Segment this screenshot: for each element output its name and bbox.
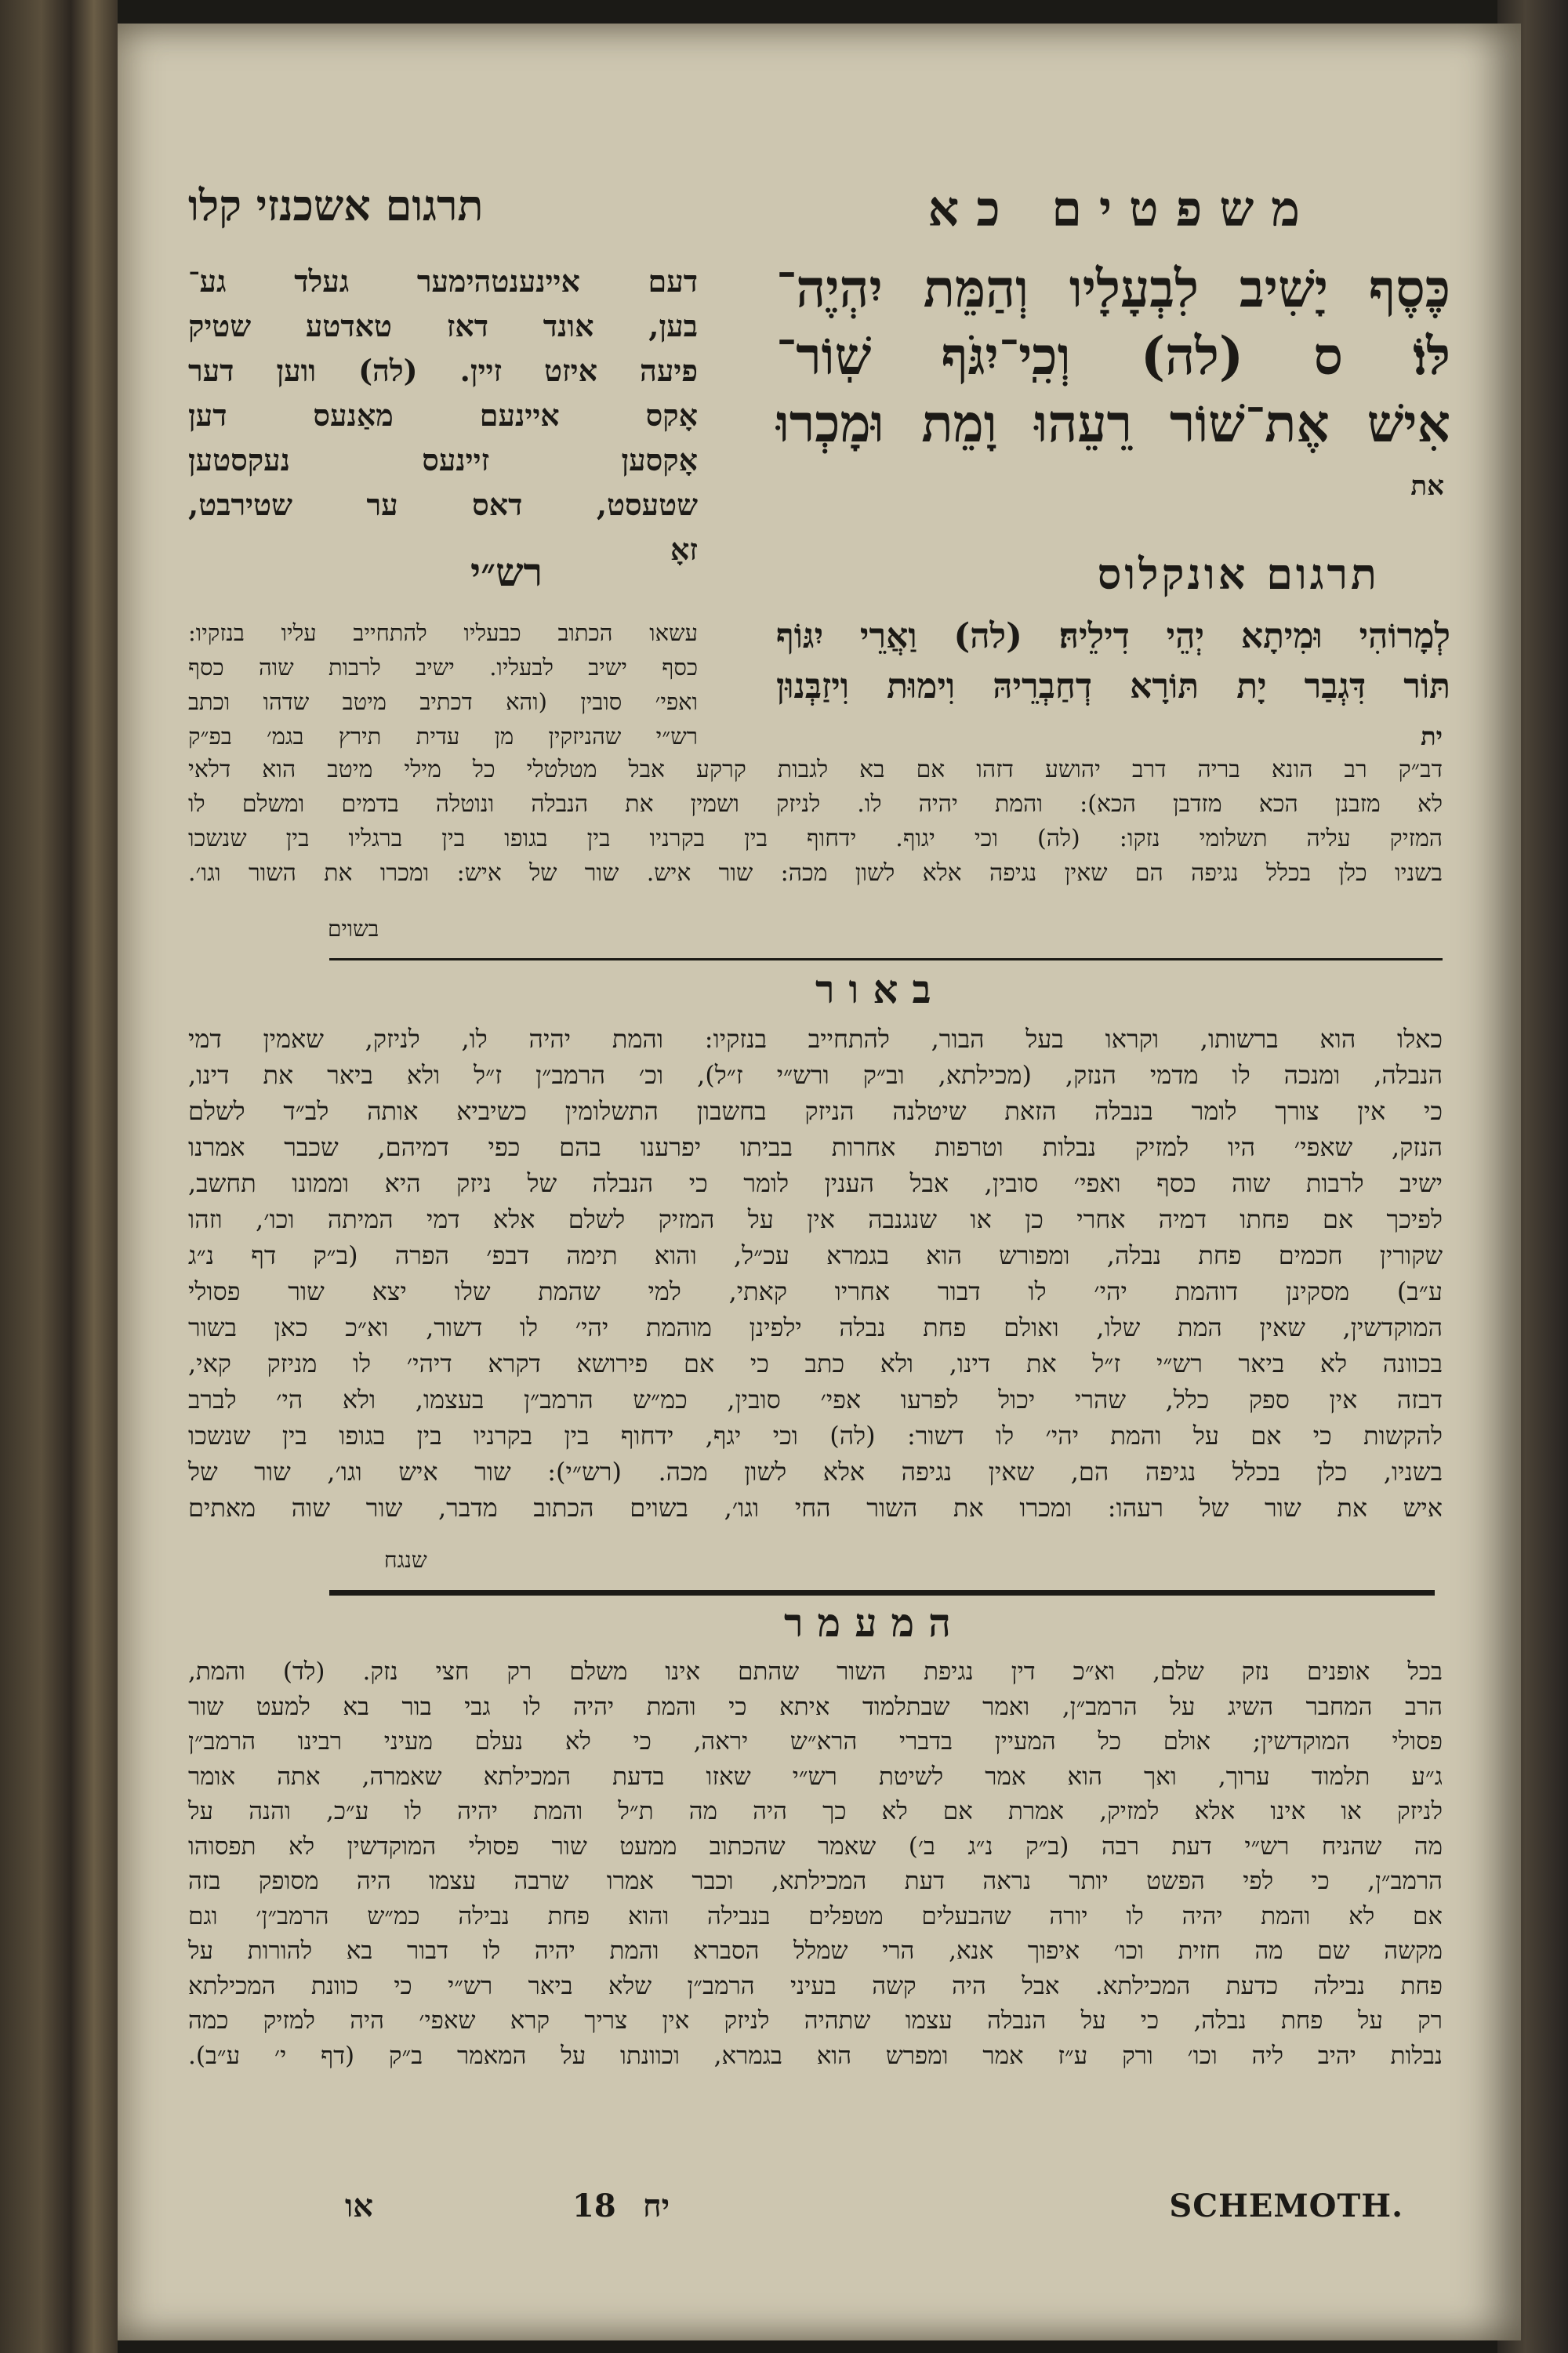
beur-line: ע״ב) מסקינן דוהמת יהי׳ לו דבור אחריו קאתי, למי שהמת שלו יצא שור פסולי [188, 1276, 1443, 1306]
rashi-heading: רש״י [470, 549, 543, 595]
beur-line: המוקדשין, שאין המת שלו, ואולם פחת נבלה ילפינן מוהמת יהי׳ לו דשור, וא״כ כאן בשור [188, 1313, 1443, 1342]
maamar-line: נבלות יהיב ליה וכו׳ ורק ע״ז אמר ומפרש הוא בגמרא, וכוונתו על המאמר ב״ק (דף י׳ ע״ב). [188, 2041, 1443, 2070]
targum-ashkenazi-heading: תרגום אשכנזי קלו [188, 180, 484, 231]
yiddish-translation [188, 259, 698, 572]
yiddish-line: אָקסען זיינעס נעקסטען [188, 442, 698, 477]
beur-line: לפיכך אם פחתו דמיה אחרי כן או שנגנבה אין על המזיק לשלם אלא דמי המיתה וכו׳, וזהו [188, 1204, 1443, 1234]
maamar-line: ג״ע תלמוד ערוך, ואך הוא אמר לשיטת רש״י שאזו בדעת המכילתא שאמרה, אתה אומר [188, 1762, 1443, 1791]
page-number: 18 [572, 2188, 616, 2224]
maamar-line: פחת נבילה כדעת המכילתא. אבל היה קשה בעיני הרמב״ן שלא ביאר רש״י כי כוונת המכילתא [188, 1971, 1443, 2000]
yiddish-line: שטעסט, דאס ער שטירבט, [188, 487, 698, 522]
maamar-line: הרמב״ן, כי לפי הפשט יותר נראה דעת המכילתא, וכבר אמרו שרבה עצמו היה מסופק בזה [188, 1867, 1443, 1895]
rashi-full-width [188, 753, 1443, 891]
beur-line: הנזק, שאפי׳ היו למזיק נבלות וטרפות אחרות בביתו יפרענו בהם כפי דמיהם, שכבר אמרנו [188, 1132, 1443, 1162]
verse-catchword: את [1410, 470, 1444, 502]
rashi-line: כסף ישיב לבעליו. ישיב לרבות שוה כסף [188, 654, 698, 681]
yiddish-line: בען, אונד דאז טאדטע שטיק [188, 308, 698, 343]
divider-rule [329, 958, 1443, 960]
maamar-heading: המעמר [784, 1600, 965, 1646]
divider-rule-thick [329, 1590, 1435, 1596]
rashi-line: ואפי׳ סובין (והא דכתיב מיטב שדהו וכתב [188, 688, 698, 715]
rashi-line: עשאו הכתוב כבעליו להתחייב עליו בנזקיו: [188, 619, 698, 646]
beur-catchword: שנגח [384, 1547, 427, 1573]
maamar-line: מה שהניח רש״י דעת רבה (ב״ק נ״ג ב׳) שאמר שהכתוב ממעט שור פסולי המוקדשין לא תפסוהו [188, 1832, 1443, 1861]
rashi-column [188, 615, 698, 753]
yiddish-line: פיעה איזט זיין. (לה) ווען דער [188, 353, 698, 388]
maamar-line: בכל אופנים נזק שלם, וא״כ דין נגיפת השור שהתם אינו משלם רק חצי נזק. (לד) והמת, [188, 1658, 1443, 1686]
book-left-edge [0, 0, 118, 2353]
maamar-line: פסולי המוקדשין; אולם כל המעיין בדברי הרא״ש יראה, כי לא נעלם מעיני רבינו הרמב״ן [188, 1727, 1443, 1756]
beur-line: שקורין חכמים פחת נבלה, ומפורש הוא בגמרא עכ״ל, והוא תימה דבפ׳ הפרה (ב״ק דף נ״ג [188, 1240, 1443, 1270]
verse-line: לּוֹ׃ ס (לה) וְכִֽי־יִגֹּף שֽׁוֹר־ [776, 325, 1450, 387]
running-header [188, 180, 1317, 251]
beur-line: להקשות כי אם על והמת יהי׳ לו דשור: (לה) וכי יגף, ידחוף בין בקרניו בין בגופו בין שנשכו [188, 1421, 1443, 1451]
beur-line: דבזה אין ספק כלל, שהרי יכול לפרעו אפי׳ סובין, כמ״ש הרמב״ן בעצמו, ולא הי׳ לברב [188, 1385, 1443, 1414]
maamar-line: הרב המחבר השיג על הרמב״ן, ואמר שבתלמוד איתא כי והמת יהיה לו גבי בור בא למעט שור [188, 1692, 1443, 1721]
hebrew-page-numeral: יח [643, 2188, 670, 2224]
parsha-heading: משפטים כא [927, 180, 1317, 238]
rashi-catchword: בשוים [328, 916, 379, 942]
onkelos-line: לְמָרוֹהִי וּמִיתָא יְהֵי דִילֵיהּ׃ (לה) וַאֲרֵי יִגּוֹף [776, 616, 1450, 656]
yiddish-line: דעם איינענטהימער געלד גע־ [188, 263, 698, 299]
beur-commentary [188, 1021, 1443, 1526]
rashi-line: המזיק עליה תשלומי נזקו: (לה) וכי יגוף. ידחוף בין בקרניו בין בגופו בין ברגליו בין שנשכו [188, 825, 1443, 852]
onkelos-heading: תרגום אונקלוס [1097, 549, 1380, 599]
beur-line: בשניו, כלן בכלל נגיפה הם, שאין נגיפה אלא לשון מכה. (רש״י): שור איש וגו׳, שור של [188, 1457, 1443, 1487]
beur-heading: באור [815, 966, 946, 1012]
beur-line: כאלו הוא ברשותו, וקראו בעל הבור, להתחייב בנזקיו: והמת יהיה לו, לניזק, שאמין דמי [188, 1024, 1443, 1054]
onkelos-text [776, 612, 1450, 712]
maamar-line: לניזק או אינו אלא למזיק, אמרת אם לא כך היה מה ת״ל והמת יהיה לו ע״כ, והנה על [188, 1797, 1443, 1825]
rashi-line: דב״ק רב הונא בריה דרב יהושע דזהו אם בא לגבות קרקע אבל מטלטלי כל מילי מיטב הוא דלאי [188, 756, 1443, 783]
torah-verse [776, 255, 1450, 457]
rashi-line: בשניו כלן בכלל נגיפה הם שאין נגיפה אלא לשון מכה: שור איש. שור של איש: ומכרו את השור וגו׳. [188, 859, 1443, 887]
beur-line: בכוונה לא ביאר רש״י ז״ל את דינו, ולא כתב כי אם פירושא דקרא דיהי׳ לו מניזק קאי, [188, 1349, 1443, 1378]
maamar-line: מקשה שם מה חזית וכו׳ איפוך אנא, הרי שמלל הסברא והמת יהיה לו דבור בא להורות על [188, 1937, 1443, 1965]
verse-line: אִישׁ אֶת־שׁוֹר רֵעֵהוּ וָמֵת וּמָכְרוּ [776, 393, 1450, 454]
maamar-line: רק על פחת נבלה, כי על הנבלה עצמו שתהיה לניזק אין צריך קרא שאפי׳ היה למזיק כמה [188, 2006, 1443, 2035]
yiddish-line: אָקס איינעם מאַנעס דען [188, 398, 698, 433]
maamar-line: אם לא והמת יהיה לו יורה שהבעלים מטפלים בנבילה והוא פחת נבילה כמ״ש הרמב״ן׳ וגם [188, 1901, 1443, 1930]
rashi-line: רש״י שהניזקין מן עדית תירץ בגמ׳ בפ״ק [188, 723, 698, 750]
page-footer [345, 2188, 1403, 2235]
yiddish-line: זאָ [670, 532, 698, 567]
beur-line: ישיב לרבות שוה כסף ואפי׳ סובין, אבל הענין לומר כי הנבלה של ניזק היא וממונו תחשב, [188, 1168, 1443, 1198]
beur-line: כי אין צורך לומר בנבלה הזאת שיטלנה הניזק בחשבון התשלומין כשיביא אותה לב״ד לשלם [188, 1096, 1443, 1126]
maamar-commentary [188, 1654, 1443, 2073]
beur-line: איש את שור של רעהו: ומכרו את השור החי וגו׳, בשוים הכתוב מדבר, שור שוה מאתים [188, 1493, 1443, 1523]
verse-line: כֶּסֶף יָשִׁיב לִבְעָלָיו וְהַמֵּת יִהְיֶה־ [776, 258, 1450, 319]
rashi-line: לא מזבנן הכא מזדבן הכא): והמת יהיה לו. לניזק ושמין את הנבלה ונוטלה בדמים ומשלם לו [188, 790, 1443, 818]
beur-line: הנבלה, ומנכה לו מדמי הנזק, (מכילתא, וב״ק ורש״י ז״ל), וכ׳ הרמב״ן ז״ל ולא ביאר את דינו, [188, 1060, 1443, 1090]
signature-mark: או [345, 2188, 373, 2224]
onkelos-line: תּוֹר דִּגְבַר יָת תּוֹרָא דְחַבְרֵיהּ וִימוּת וִיזַבְּנוּן [776, 666, 1450, 706]
book-title: SCHEMOTH. [1169, 2188, 1403, 2224]
onkelos-catchword: ית [1421, 721, 1443, 751]
